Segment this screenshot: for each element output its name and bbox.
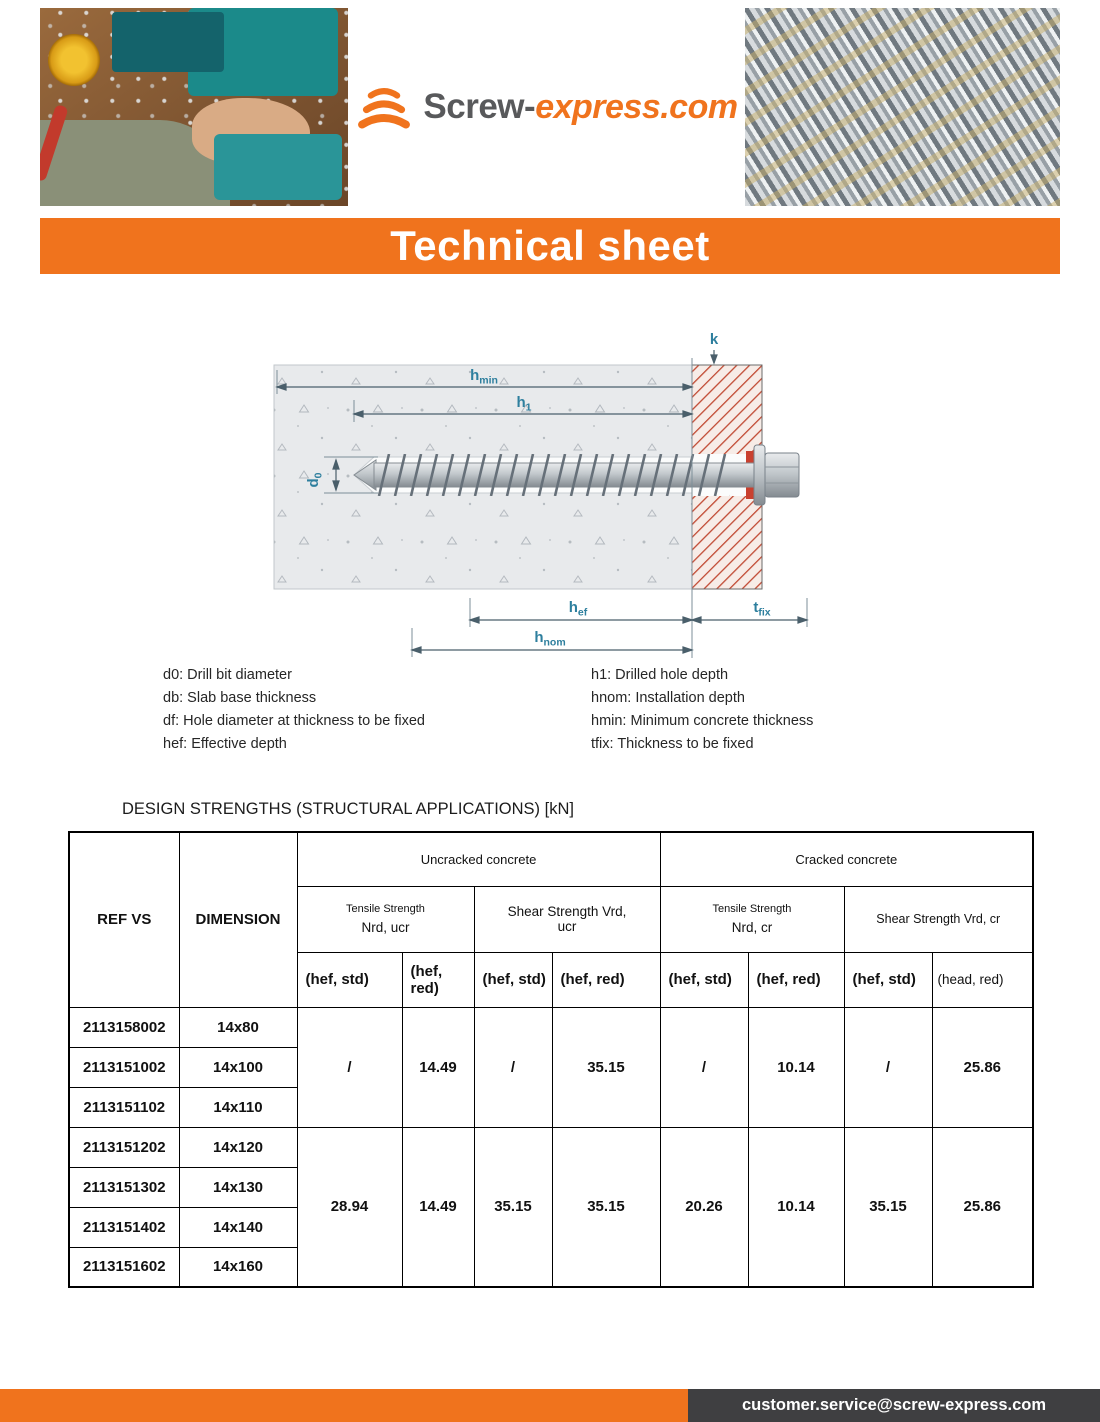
washer-flange bbox=[754, 445, 765, 505]
dimension-cell: 14x80 bbox=[179, 1007, 297, 1047]
label-hef: $h_{ef}$ bbox=[568, 599, 588, 619]
dimension-cell: 14x110 bbox=[179, 1087, 297, 1127]
dimension-cell: 14x120 bbox=[179, 1127, 297, 1167]
label-h1: $h_1$ bbox=[516, 394, 532, 414]
installation-diagram bbox=[262, 330, 852, 665]
subgroup-tensile-cracked bbox=[660, 886, 844, 952]
subgroup-tensile-uncracked bbox=[297, 886, 474, 952]
value-cell: 28.94 bbox=[297, 1127, 402, 1287]
value-cell: 35.15 bbox=[552, 1007, 660, 1127]
footer-contact-area bbox=[688, 1389, 1100, 1422]
value-cell: / bbox=[660, 1007, 748, 1127]
legend-item: db: Slab base thickness bbox=[163, 690, 317, 706]
value-cell: 10.14 bbox=[748, 1007, 844, 1127]
value-cell: 35.15 bbox=[552, 1127, 660, 1287]
label-hnom: $h_{nom}$ bbox=[534, 629, 566, 649]
ref-cell: 2113151102 bbox=[69, 1087, 179, 1127]
value-cell: / bbox=[844, 1007, 932, 1127]
subgroup-label-line2: ucr bbox=[557, 919, 577, 934]
technical-sheet-banner bbox=[40, 218, 1060, 274]
screw-threads bbox=[376, 454, 730, 496]
value-cell: / bbox=[474, 1007, 552, 1127]
legend-item: hnom: Installation depth bbox=[591, 690, 745, 706]
subgroup-label-line1: Shear Strength Vrd, bbox=[507, 904, 627, 919]
logo-swoosh-icon bbox=[355, 79, 413, 135]
subheader-hef-red-3: (hef, red) bbox=[748, 952, 844, 1007]
subgroup-label-line1: Tensile Strength bbox=[712, 903, 792, 915]
subheader-hef-std-4: (hef, std) bbox=[844, 952, 932, 1007]
value-cell: 35.15 bbox=[474, 1127, 552, 1287]
footer-orange-bar bbox=[0, 1389, 688, 1422]
value-cell: 25.86 bbox=[932, 1007, 1033, 1127]
tape-measure-shape bbox=[48, 34, 100, 86]
legend-right-column bbox=[591, 667, 813, 752]
subheader-hef-std-3: (hef, std) bbox=[660, 952, 748, 1007]
ref-cell: 2113151202 bbox=[69, 1127, 179, 1167]
value-cell: 14.49 bbox=[402, 1127, 474, 1287]
table-row bbox=[69, 1127, 1033, 1167]
legend-item: hef: Effective depth bbox=[163, 736, 287, 752]
page-header bbox=[40, 8, 1060, 206]
col-header-dimension: DIMENSION bbox=[179, 832, 297, 1007]
dimension-cell: 14x130 bbox=[179, 1167, 297, 1207]
legend-item: h1: Drilled hole depth bbox=[591, 667, 729, 683]
value-cell: 20.26 bbox=[660, 1127, 748, 1287]
legend-item: df: Hole diameter at thickness to be fixed bbox=[163, 713, 425, 729]
ref-cell: 2113158002 bbox=[69, 1007, 179, 1047]
value-cell: 10.14 bbox=[748, 1127, 844, 1287]
value-cell: 35.15 bbox=[844, 1127, 932, 1287]
subgroup-label-line1: Tensile Strength bbox=[346, 903, 425, 915]
value-cell: 14.49 bbox=[402, 1007, 474, 1127]
anchor-diagram-svg bbox=[262, 330, 852, 665]
label-hmin: $h_{min}$ bbox=[470, 367, 498, 387]
subgroup-label-line2: Nrd, ucr bbox=[361, 920, 410, 935]
ref-cell: 2113151302 bbox=[69, 1167, 179, 1207]
group-header-uncracked: Uncracked concrete bbox=[297, 832, 660, 886]
legend-item: tfix: Thickness to be fixed bbox=[591, 736, 754, 752]
logo bbox=[348, 8, 745, 206]
ref-cell: 2113151402 bbox=[69, 1207, 179, 1247]
label-k: k bbox=[709, 331, 719, 348]
logo-text bbox=[423, 87, 737, 127]
design-strengths-table bbox=[68, 831, 1034, 1288]
logo-brand-orange: express.com bbox=[535, 88, 738, 126]
design-strengths-title: DESIGN STRENGTHS (STRUCTURAL APPLICATIONS) [kN] bbox=[122, 800, 574, 818]
ref-cell: 2113151002 bbox=[69, 1047, 179, 1087]
subheader-hef-red-2: (hef, red) bbox=[552, 952, 660, 1007]
subheader-hef-std-1: (hef, std) bbox=[297, 952, 402, 1007]
ref-cell: 2113151602 bbox=[69, 1247, 179, 1287]
value-cell: 25.86 bbox=[932, 1127, 1033, 1287]
subheader-head-red: (head, red) bbox=[932, 952, 1033, 1007]
banner-title: Technical sheet bbox=[390, 222, 710, 269]
right-header-photo bbox=[745, 8, 1060, 206]
subgroup-label-line2: Nrd, cr bbox=[731, 920, 773, 935]
label-d0: $d_0$ bbox=[305, 472, 325, 488]
subgroup-label-line1: Shear Strength Vrd, cr bbox=[876, 912, 1001, 926]
contact-email: customer.service@screw-express.com bbox=[741, 1396, 1047, 1414]
col-header-ref: REF VS bbox=[69, 832, 179, 1007]
page-footer bbox=[0, 1389, 1100, 1422]
dimension-cell: 14x140 bbox=[179, 1207, 297, 1247]
subheader-hef-red-1: (hef, red) bbox=[402, 952, 474, 1007]
label-tfix: $t_{fix}$ bbox=[753, 599, 771, 619]
table-row bbox=[69, 1007, 1033, 1047]
screw-box-shape bbox=[214, 134, 342, 200]
group-header-cracked: Cracked concrete bbox=[660, 832, 1033, 886]
dimension-cell: 14x160 bbox=[179, 1247, 297, 1287]
subheader-hef-std-2: (hef, std) bbox=[474, 952, 552, 1007]
dimension-cell: 14x100 bbox=[179, 1047, 297, 1087]
subgroup-shear-uncracked bbox=[474, 886, 660, 952]
diagram-legend bbox=[163, 667, 813, 752]
legend-item: hmin: Minimum concrete thickness bbox=[591, 713, 814, 729]
dark-teal-tray-shape bbox=[112, 12, 224, 72]
value-cell: / bbox=[297, 1007, 402, 1127]
hex-head bbox=[765, 453, 799, 497]
legend-left-column bbox=[163, 667, 591, 752]
logo-brand-dark: Screw- bbox=[423, 87, 536, 126]
subgroup-shear-cracked bbox=[844, 886, 1033, 952]
legend-item: d0: Drill bit diameter bbox=[163, 667, 292, 683]
left-header-photo bbox=[40, 8, 348, 206]
